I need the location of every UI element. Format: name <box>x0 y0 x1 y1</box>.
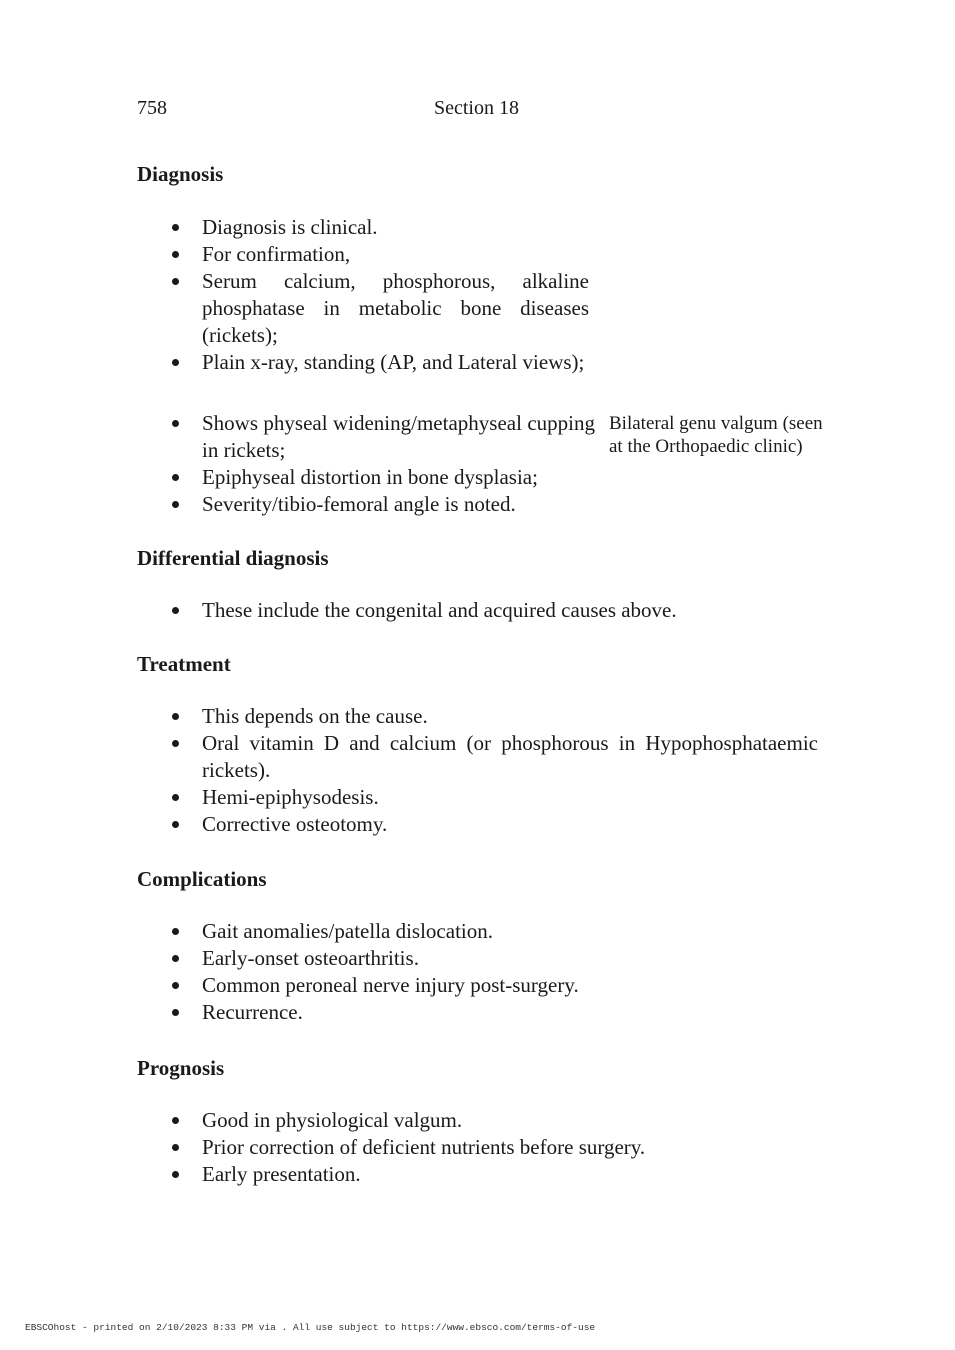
list-item: Plain x-ray, standing (AP, and Lateral views); <box>170 349 589 376</box>
list-item: Epiphyseal distortion in bone dysplasia; <box>170 464 595 491</box>
complications-heading: Complications <box>137 867 267 891</box>
diagnosis-heading: Diagnosis <box>137 162 224 186</box>
differential-list <box>170 597 830 624</box>
list-item: Serum calcium, phosphorous, alkaline phosphatase in metabolic bone diseases (rickets); <box>170 268 589 349</box>
treatment-list <box>170 703 818 838</box>
list-item: Gait anomalies/patella dislocation. <box>170 918 818 945</box>
diagnosis-list-continued <box>170 410 595 518</box>
list-item: Good in physiological valgum. <box>170 1107 818 1134</box>
list-item: This depends on the cause. <box>170 703 818 730</box>
footer-notice: EBSCOhost - printed on 2/10/2023 8:33 PM via . All use subject to https://www.ebsco.com/terms-of-use <box>25 1322 596 1333</box>
list-item: For confirmation, <box>170 241 589 268</box>
differential-diagnosis-heading: Differential diagnosis <box>137 546 329 570</box>
list-item: Diagnosis is clinical. <box>170 214 589 241</box>
list-item: Early presentation. <box>170 1161 818 1188</box>
list-item: Early-onset osteoarthritis. <box>170 945 818 972</box>
list-item: Recurrence. <box>170 999 818 1026</box>
list-item: Severity/tibio-femoral angle is noted. <box>170 491 595 518</box>
page-number: 758 <box>137 97 167 119</box>
list-item: Hemi-epiphysodesis. <box>170 784 818 811</box>
complications-list <box>170 918 818 1026</box>
list-item: Common peroneal nerve injury post-surgery. <box>170 972 818 999</box>
prognosis-list <box>170 1107 818 1188</box>
list-item: These include the congenital and acquired causes above. <box>170 597 830 624</box>
running-head: Section 18 <box>434 97 519 119</box>
treatment-heading: Treatment <box>137 652 231 676</box>
list-item: Prior correction of deficient nutrients before surgery. <box>170 1134 818 1161</box>
list-item: Oral vitamin D and calcium (or phosphorous in Hypophosphataemic rickets). <box>170 730 818 784</box>
list-item: Shows physeal widening/metaphyseal cupping in rickets; <box>170 410 595 464</box>
list-item: Corrective osteotomy. <box>170 811 818 838</box>
figure-caption: Bilateral genu valgum (seen at the Orthopaedic clinic) <box>609 413 823 457</box>
prognosis-heading: Prognosis <box>137 1056 225 1080</box>
diagnosis-list <box>170 214 589 376</box>
